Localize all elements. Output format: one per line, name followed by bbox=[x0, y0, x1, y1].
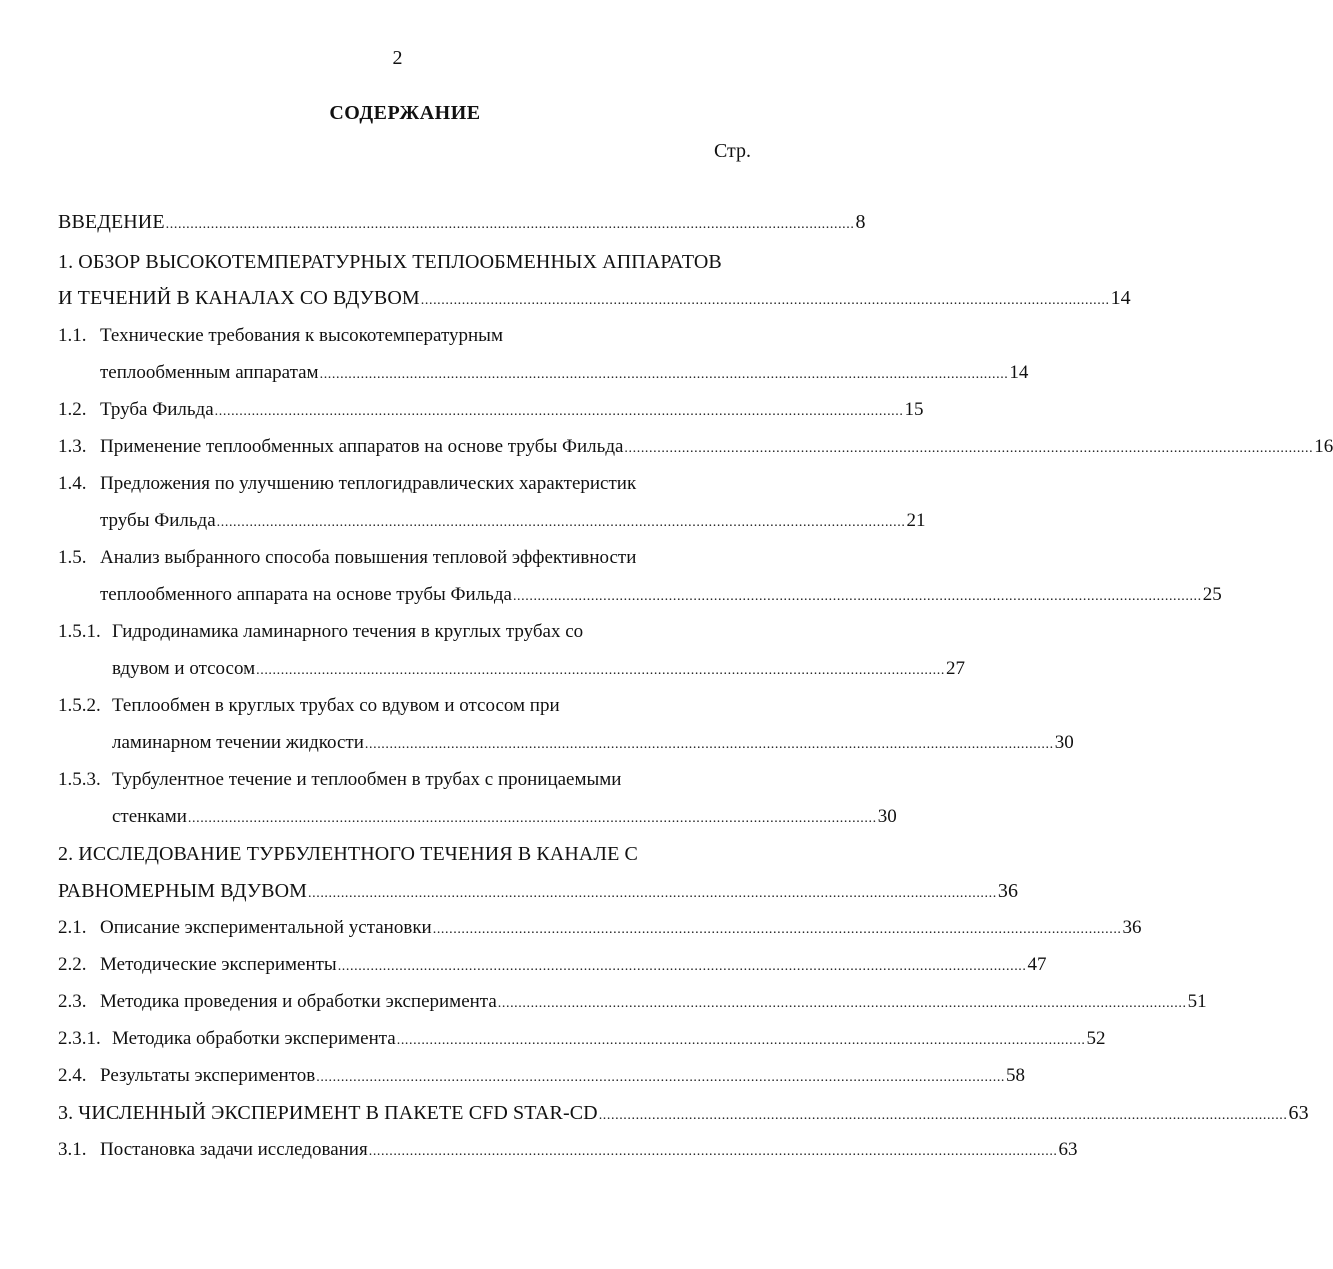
toc-entry-text: Предложения по улучшению теплогидравлических характеристик bbox=[100, 473, 637, 494]
toc-entry bbox=[58, 877, 1019, 905]
dot-leader: ........................................................................................................................................................................ bbox=[337, 959, 1027, 974]
dot-leader: ........................................................................................................................................................................ bbox=[432, 922, 1122, 937]
toc-entry bbox=[58, 322, 751, 350]
toc-entry bbox=[58, 396, 924, 424]
page-number: 2 bbox=[392, 47, 403, 69]
toc-entry bbox=[58, 692, 751, 720]
toc-entry-text: 1. ОБЗОР ВЫСОКОТЕМПЕРАТУРНЫХ ТЕПЛООБМЕННЫХ АППАРАТОВ bbox=[58, 251, 722, 273]
toc-entry-number: 2.3.1. bbox=[58, 1028, 101, 1049]
toc-entry bbox=[58, 951, 1047, 979]
dot-leader: ........................................................................................................................................................................ bbox=[368, 1144, 1058, 1159]
toc-entry-text: стенками bbox=[112, 806, 187, 827]
toc-entry bbox=[58, 248, 751, 276]
toc-entry bbox=[58, 766, 751, 794]
toc-entry-number: 1.5. bbox=[58, 547, 87, 568]
dot-leader: ........................................................................................................................................................................ bbox=[624, 441, 1314, 456]
dot-leader: ........................................................................................................................................................................ bbox=[256, 663, 945, 678]
toc-entry-page: 27 bbox=[945, 658, 965, 679]
toc-entry-page: 63 bbox=[1058, 1139, 1078, 1160]
toc-entry-text: Анализ выбранного способа повышения тепловой эффективности bbox=[100, 547, 637, 568]
toc-entry-page: 30 bbox=[877, 806, 897, 827]
toc-entry-page: 14 bbox=[1009, 362, 1029, 383]
toc-entry-number: 1.3. bbox=[58, 436, 87, 457]
toc-entry-number: 2.1. bbox=[58, 917, 87, 938]
toc-entry bbox=[58, 1062, 1026, 1090]
dot-leader: ........................................................................................................................................................................ bbox=[396, 1033, 1086, 1048]
toc-entry bbox=[100, 359, 1029, 387]
toc-entry-page: 58 bbox=[1006, 1065, 1026, 1086]
toc-entry-page: 14 bbox=[1110, 287, 1131, 309]
toc-entry-number: 1.5.2. bbox=[58, 695, 101, 716]
toc-title: СОДЕРЖАНИЕ bbox=[329, 102, 481, 124]
dot-leader: ........................................................................................................................................................................ bbox=[364, 737, 1054, 752]
toc-entry bbox=[58, 1136, 1078, 1164]
toc-entry-text: 3. ЧИСЛЕННЫЙ ЭКСПЕРИМЕНТ В ПАКЕТЕ CFD STAR-CD bbox=[58, 1102, 598, 1124]
dot-leader: ........................................................................................................................................................................ bbox=[497, 996, 1187, 1011]
toc-entry-page: 8 bbox=[855, 211, 866, 233]
toc-entry-page: 25 bbox=[1202, 584, 1222, 605]
toc-entry-page: 47 bbox=[1027, 954, 1047, 975]
toc-entry-text: И ТЕЧЕНИЙ В КАНАЛАХ СО ВДУВОМ bbox=[58, 287, 420, 309]
dot-leader: ........................................................................................................................................................................ bbox=[165, 217, 855, 232]
toc-entry-number: 1.4. bbox=[58, 473, 87, 494]
toc-entry-number: 2.2. bbox=[58, 954, 87, 975]
page-column-label: Стр. bbox=[713, 140, 751, 162]
toc-entry-number: 1.2. bbox=[58, 399, 87, 420]
toc-entry-page: 30 bbox=[1054, 732, 1074, 753]
toc-entry-text: Методика обработки эксперимента bbox=[112, 1028, 396, 1049]
dot-leader: ........................................................................................................................................................................ bbox=[598, 1108, 1288, 1123]
toc-entry-text: вдувом и отсосом bbox=[112, 658, 256, 679]
dot-leader: ........................................................................................................................................................................ bbox=[216, 515, 906, 530]
toc-entry bbox=[112, 729, 1074, 757]
toc-entry-number: 2.3. bbox=[58, 991, 87, 1012]
toc-entry bbox=[100, 507, 926, 535]
toc-entry bbox=[58, 433, 1333, 461]
toc-entry-text: Труба Фильда bbox=[100, 399, 214, 420]
toc-entry bbox=[58, 544, 751, 572]
toc-entry-text: Постановка задачи исследования bbox=[100, 1139, 368, 1160]
dot-leader: ........................................................................................................................................................................ bbox=[512, 589, 1202, 604]
toc-entry-number: 1.5.1. bbox=[58, 621, 101, 642]
toc-entry-page: 51 bbox=[1187, 991, 1207, 1012]
toc-entry-number: 1.1. bbox=[58, 325, 87, 346]
toc-entry bbox=[58, 914, 1142, 942]
toc-entry bbox=[58, 470, 751, 498]
toc-entry-text: ламинарном течении жидкости bbox=[112, 732, 364, 753]
dot-leader: ........................................................................................................................................................................ bbox=[316, 1070, 1006, 1085]
toc-entry-page: 52 bbox=[1086, 1028, 1106, 1049]
dot-leader: ........................................................................................................................................................................ bbox=[319, 367, 1009, 382]
toc-entry bbox=[112, 803, 897, 831]
toc-entry-page: 21 bbox=[906, 510, 926, 531]
dot-leader: ........................................................................................................................................................................ bbox=[187, 811, 877, 826]
toc-entry-text: Методические эксперименты bbox=[100, 954, 337, 975]
toc-entry-text: теплообменного аппарата на основе трубы Фильда bbox=[100, 584, 512, 605]
toc-entry bbox=[58, 618, 751, 646]
toc-entry bbox=[58, 1025, 1106, 1053]
toc-entry-text: Результаты экспериментов bbox=[100, 1065, 316, 1086]
dot-leader: ........................................................................................................................................................................ bbox=[308, 886, 997, 901]
toc-entry-number: 1.5.3. bbox=[58, 769, 101, 790]
toc-entry-page: 15 bbox=[904, 399, 924, 420]
toc-entry-page: 16 bbox=[1314, 436, 1333, 457]
toc-entry-text: 2. ИССЛЕДОВАНИЕ ТУРБУЛЕНТНОГО ТЕЧЕНИЯ В КАНАЛЕ С bbox=[58, 843, 638, 865]
toc-entry bbox=[58, 284, 1131, 312]
toc-entry bbox=[58, 208, 866, 236]
toc-entry bbox=[112, 655, 965, 683]
toc-entry bbox=[100, 581, 1222, 609]
toc-entry-text: трубы Фильда bbox=[100, 510, 216, 531]
toc-entry-text: Описание экспериментальной установки bbox=[100, 917, 432, 938]
toc-entry-text: теплообменным аппаратам bbox=[100, 362, 319, 383]
toc-entry-text: Технические требования к высокотемпературным bbox=[100, 325, 503, 346]
dot-leader: ........................................................................................................................................................................ bbox=[214, 404, 904, 419]
toc-entry-text: ВВЕДЕНИЕ bbox=[58, 211, 165, 233]
toc-entry-number: 2.4. bbox=[58, 1065, 87, 1086]
toc-entry-text: Турбулентное течение и теплообмен в трубах с проницаемыми bbox=[112, 769, 622, 790]
toc-entry-page: 63 bbox=[1288, 1102, 1309, 1124]
toc-entry bbox=[58, 1099, 1309, 1127]
toc-entry-number: 3.1. bbox=[58, 1139, 87, 1160]
toc-entry-page: 36 bbox=[1122, 917, 1142, 938]
toc-entry-text: Гидродинамика ламинарного течения в круглых трубах со bbox=[112, 621, 584, 642]
toc-entry-text: Применение теплообменных аппаратов на основе трубы Фильда bbox=[100, 436, 624, 457]
dot-leader: ........................................................................................................................................................................ bbox=[420, 293, 1110, 308]
toc-entry-page: 36 bbox=[997, 880, 1019, 902]
toc-entry-text: РАВНОМЕРНЫМ ВДУВОМ bbox=[58, 880, 308, 902]
toc-entry-text: Теплообмен в круглых трубах со вдувом и отсосом при bbox=[112, 695, 560, 716]
toc-entry bbox=[58, 988, 1207, 1016]
toc-entry-text: Методика проведения и обработки эксперимента bbox=[100, 991, 497, 1012]
toc-entry bbox=[58, 840, 751, 868]
